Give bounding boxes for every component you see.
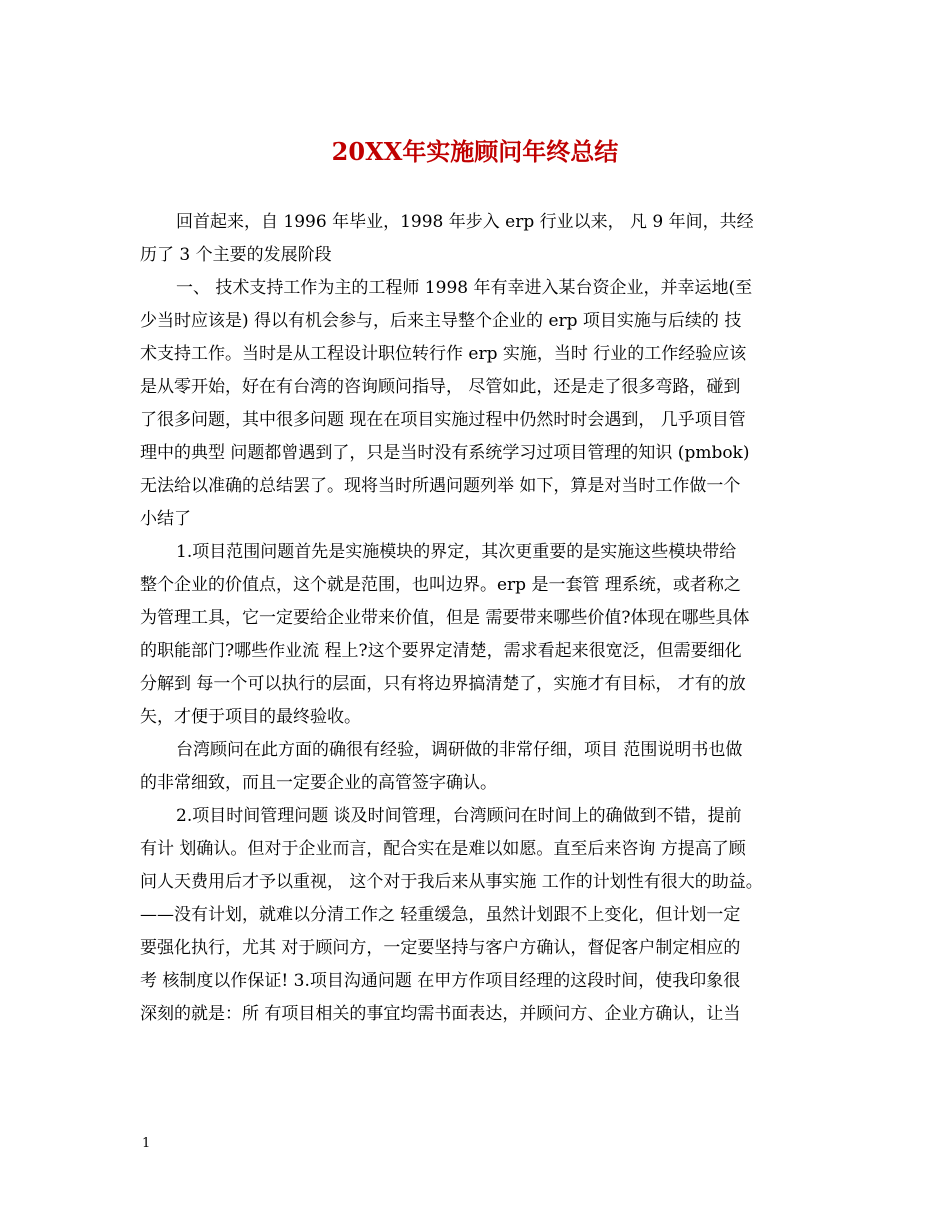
text-line: 分解到 每一个可以执行的层面，只有将边界搞清楚了，实施才有目标， 才有的放 (140, 674, 746, 694)
document-body (140, 206, 830, 1031)
text-line: 矢，才便于项目的最终验收。 (140, 707, 361, 727)
text-line: 深刻的就是：所 有项目相关的事宜均需书面表达，并顾问方、企业方确认，让当 (140, 1004, 741, 1024)
text-line: 术支持工作。当时是从工程设计职位转行作 erp 实施，当时 行业的工作经验应该 (140, 344, 747, 364)
text-line: 的职能部门?哪些作业流 程上?这个要界定清楚，需求看起来很宽泛，但需要细化 (140, 641, 742, 661)
text-line: 要强化执行，尤其 对于顾问方，一定要坚持与客户方确认，督促客户制定相应的 (140, 938, 741, 958)
text-line: 历了 3 个主要的发展阶段 (140, 245, 332, 265)
text-line: 问人天费用后才予以重视， 这个对于我后来从事实施 工作的计划性有很大的助益。 (140, 872, 763, 892)
text-line: 是从零开始，好在有台湾的咨询顾问指导， 尽管如此，还是走了很多弯路，碰到 (140, 377, 741, 397)
text-line: 小结了 (140, 509, 191, 529)
text-line: 台湾顾问在此方面的确很有经验，调研做的非常仔细，项目 范围说明书也做 (176, 740, 743, 760)
text-line: 了很多问题，其中很多问题 现在在项目实施过程中仍然时时会遇到， 几乎项目管 (140, 410, 746, 430)
text-line: 1.项目范围问题首先是实施模块的界定，其次更重要的是实施这些模块带给 (176, 542, 737, 562)
document-title: 20XX年实施顾问年终总结 (331, 137, 619, 166)
text-line: 理中的典型 问题都曾遇到了，只是当时没有系统学习过项目管理的知识 (pmbok) (140, 443, 750, 463)
text-line: 2.项目时间管理问题 谈及时间管理，台湾顾问在时间上的确做到不错，提前 (176, 806, 742, 826)
text-line: 少当时应该是) 得以有机会参与，后来主导整个企业的 erp 项目实施与后续的 技 (140, 311, 742, 331)
text-line: 考 核制度以作保证! 3.项目沟通问题 在甲方作项目经理的这段时间，使我印象很 (140, 971, 741, 991)
text-line: 回首起来，自 1996 年毕业，1998 年步入 erp 行业以来， 凡 9 年间，共经 (176, 212, 754, 232)
text-line: 的非常细致，而且一定要企业的高管签字确认。 (140, 773, 497, 793)
text-line: 有计 划确认。但对于企业而言，配合实在是难以如愿。直至后来咨询 方提高了顾 (140, 839, 746, 859)
text-line: 整个企业的价值点，这个就是范围，也叫边界。erp 是一套管 理系统，或者称之 (140, 575, 741, 595)
text-line: ——没有计划，就难以分清工作之 轻重缓急，虽然计划跟不上变化，但计划一定 (140, 905, 741, 925)
text-line: 无法给以准确的总结罢了。现将当时所遇问题列举 如下，算是对当时工作做一个 (140, 476, 741, 496)
text-line: 为管理工具，它一定要给企业带来价值，但是 需要带来哪些价值?体现在哪些具体 (140, 608, 750, 628)
text-line: 一、 技术支持工作为主的工程师 1998 年有幸进入某台资企业，并幸运地(至 (176, 278, 753, 298)
page-number: 1 (142, 1136, 151, 1151)
